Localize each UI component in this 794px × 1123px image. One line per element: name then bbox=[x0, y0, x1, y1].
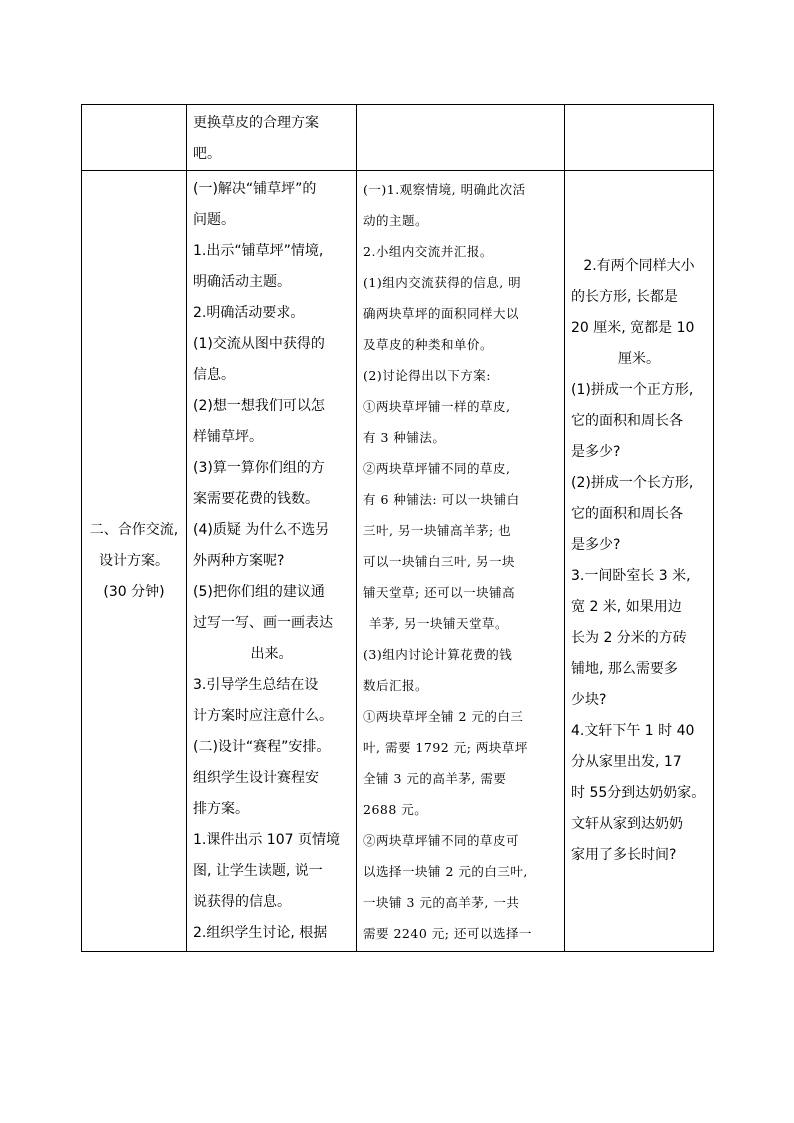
text-line: 它的面积和周长各 bbox=[571, 506, 683, 522]
text-line: 家用了多长时间? bbox=[571, 847, 677, 863]
text-line: 确两块草坪的面积同样大以 bbox=[363, 306, 520, 321]
text-line: 问题。 bbox=[193, 212, 235, 228]
stage-title bbox=[82, 171, 186, 951]
text-line: 三叶, 另一块铺高羊茅; 也 bbox=[363, 523, 512, 538]
table-row bbox=[82, 105, 714, 171]
row2-teacher-cell bbox=[187, 171, 357, 952]
text-line: 动的主题。 bbox=[363, 213, 429, 228]
text-line: (1)交流从图中获得的 bbox=[193, 336, 325, 352]
text-line: 铺天堂草; 还可以一块铺高 bbox=[363, 585, 516, 600]
teacher-activity-text bbox=[187, 171, 356, 949]
text-line: 出来。 bbox=[250, 646, 293, 662]
stage-line: (30 分钟) bbox=[103, 583, 165, 600]
row1-stage-cell bbox=[82, 105, 187, 171]
text-line: 羊茅, 另一块铺天堂草。 bbox=[369, 616, 508, 631]
text-line: 3.一间卧室长 3 米, bbox=[571, 568, 691, 584]
text-line: ②两块草坪铺不同的草皮, bbox=[363, 461, 511, 476]
text-line: 铺地, 那么需要多 bbox=[571, 661, 678, 677]
text-line: 分从家里出发, 17 bbox=[571, 754, 682, 770]
text-line: (3)算一算你们组的方 bbox=[193, 460, 325, 476]
text-line: 它的面积和周长各 bbox=[571, 413, 683, 429]
text-line: 及草皮的种类和单价。 bbox=[363, 337, 494, 352]
text-line: 3.引导学生总结在设 bbox=[193, 677, 319, 693]
row1-teacher-text bbox=[187, 105, 356, 170]
text-line: 组织学生设计赛程安 bbox=[193, 770, 319, 786]
text-line: 一块铺 3 元的高羊茅, 一共 bbox=[363, 895, 520, 910]
row1-student-cell bbox=[357, 105, 565, 171]
text-line: ①两块草坪铺一样的草皮, bbox=[363, 399, 511, 414]
text-line: 外两种方案呢? bbox=[193, 553, 285, 569]
stage-line: 设计方案。 bbox=[99, 552, 169, 569]
text-line: 2.有两个同样大小 bbox=[583, 258, 695, 274]
text-line: (3)组内讨论计算花费的钱 bbox=[363, 647, 513, 662]
text-line: 有 6 种铺法: 可以一块铺白 bbox=[363, 492, 520, 507]
text-line: 时 55分到达奶奶家。 bbox=[571, 785, 706, 801]
text-line: (二)设计“赛程”安排。 bbox=[193, 739, 331, 755]
row2-stage-cell bbox=[82, 171, 187, 952]
text-line: 宽 2 米, 如果用边 bbox=[571, 599, 682, 615]
lesson-plan-table bbox=[81, 104, 714, 952]
text-line: 厘米。 bbox=[618, 351, 660, 367]
text-line: 样铺草坪。 bbox=[193, 429, 263, 445]
text-line: 可以一块铺白三叶, 另一块 bbox=[363, 554, 515, 569]
text-line: (2)想一想我们可以怎 bbox=[193, 398, 325, 414]
text-line: 更换草皮的合理方案 bbox=[193, 115, 319, 131]
text-line: 过写一写、画一画表达 bbox=[193, 615, 333, 631]
text-line: (1)拼成一个正方形, bbox=[571, 382, 694, 398]
text-line: (一)解决“铺草坪”的 bbox=[193, 181, 317, 197]
text-line: ②两块草坪铺不同的草皮可 bbox=[363, 833, 520, 848]
row2-student-cell bbox=[357, 171, 565, 952]
text-line: 说获得的信息。 bbox=[193, 894, 291, 910]
text-line: 排方案。 bbox=[193, 801, 249, 817]
text-line: 文轩从家到达奶奶 bbox=[571, 816, 683, 832]
text-line: 是多少? bbox=[571, 537, 621, 553]
text-line: 吧。 bbox=[193, 146, 221, 162]
text-line: 长为 2 分米的方砖 bbox=[571, 630, 687, 646]
row1-teacher-cell bbox=[187, 105, 357, 171]
text-line: 的长方形, 长都是 bbox=[571, 289, 678, 305]
text-line: 少块? bbox=[571, 692, 607, 708]
text-line: (一)1.观察情境, 明确此次活 bbox=[363, 182, 526, 197]
exercise-text bbox=[565, 171, 713, 871]
text-line: (2)讨论得出以下方案: bbox=[363, 368, 491, 383]
text-line: 信息。 bbox=[193, 367, 235, 383]
text-line: 2688 元。 bbox=[363, 802, 428, 817]
student-activity-text bbox=[357, 171, 564, 949]
text-line: (1)组内交流获得的信息, 明 bbox=[363, 275, 522, 290]
text-line: (5)把你们组的建议通 bbox=[193, 584, 325, 600]
text-line: 明确活动主题。 bbox=[193, 274, 291, 290]
text-line: 是多少? bbox=[571, 444, 621, 460]
table-row bbox=[82, 171, 714, 952]
stage-line: 二、合作交流, bbox=[89, 521, 179, 538]
text-line: 全铺 3 元的高羊茅, 需要 bbox=[363, 771, 507, 786]
text-line: 2.小组内交流并汇报。 bbox=[363, 244, 493, 259]
text-line: 有 3 种铺法。 bbox=[363, 430, 446, 445]
text-line: 叶, 需要 1792 元; 两块草坪 bbox=[363, 740, 528, 755]
text-line: ①两块草坪全铺 2 元的白三 bbox=[363, 709, 524, 724]
text-line: 以选择一块铺 2 元的白三叶, bbox=[363, 864, 528, 879]
row2-exercise-cell bbox=[565, 171, 714, 952]
text-line: 1.课件出示 107 页情境 bbox=[193, 832, 340, 848]
text-line: 计方案时应注意什么。 bbox=[193, 708, 333, 724]
text-line: 数后汇报。 bbox=[363, 678, 429, 693]
text-line: (4)质疑 为什么不选另 bbox=[193, 522, 330, 538]
text-line: 需要 2240 元; 还可以选择一 bbox=[363, 926, 532, 941]
text-line: 2.组织学生讨论, 根据 bbox=[193, 925, 328, 941]
text-line: 案需要花费的钱数。 bbox=[193, 491, 319, 507]
text-line: 1.出示“铺草坪”情境, bbox=[193, 243, 324, 259]
text-line: 2.明确活动要求。 bbox=[193, 305, 305, 321]
text-line: 4.文轩下午 1 时 40 bbox=[571, 723, 695, 739]
text-line: 20 厘米, 宽都是 10 bbox=[571, 320, 695, 336]
text-line: 图, 让学生读题, 说一 bbox=[193, 863, 323, 879]
row1-exercise-cell bbox=[565, 105, 714, 171]
text-line: (2)拼成一个长方形, bbox=[571, 475, 694, 491]
